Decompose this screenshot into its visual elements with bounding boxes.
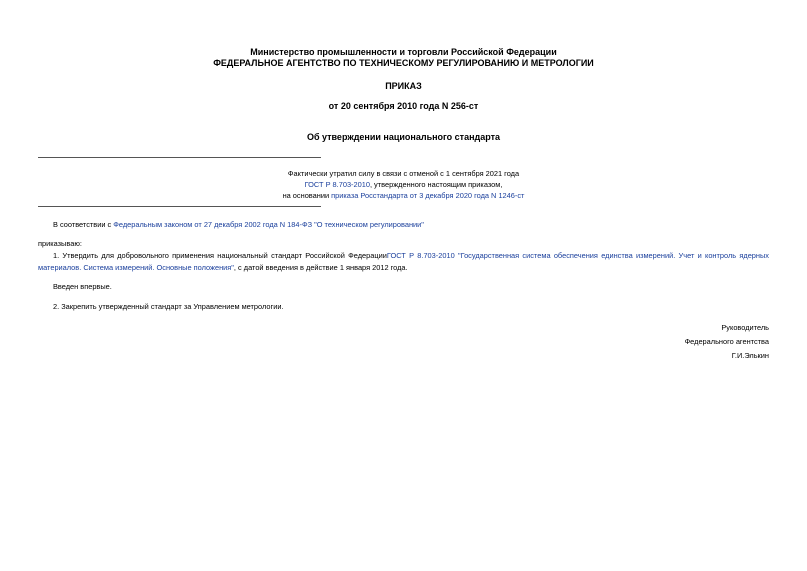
status-note-line2: ГОСТ Р 8.703-2010, утвержденного настоящим приказом, [304,180,503,189]
standard-link-part2[interactable]: материалов. Система измерений. Основные положения" [38,263,234,272]
agency-name: ФЕДЕРАЛЬНОЕ АГЕНТСТВО ПО ТЕХНИЧЕСКОМУ РЕГУЛИРОВАНИЮ И МЕТРОЛОГИИ [213,58,594,68]
standard-link-part1[interactable]: ГОСТ Р 8.703-2010 "Государственная система обеспечения единства измерений. Учет и контроль ядерных [386,251,770,260]
basis-paragraph: В соответствии с Федеральным законом от 27 декабря 2002 года N 184-ФЗ "О техническом регулировании" [53,220,424,229]
signature-name: Г.И.Элькин [731,351,769,360]
signature-position-line2: Федерального агентства [684,337,769,346]
federal-law-link[interactable]: Федеральным законом от 27 декабря 2002 года N 184-ФЗ "О техническом регулировании" [113,220,424,229]
status-note-line3: на основании приказа Росстандарта от 3 декабря 2020 года N 1246-ст [282,191,525,200]
document-date-number: от 20 сентября 2010 года N 256-ст [328,101,479,111]
gost-link[interactable]: ГОСТ Р 8.703-2010 [304,180,370,189]
order-word: приказываю: [38,239,82,248]
item-2-paragraph: 2. Закрепить утвержденный стандарт за Управлением метрологии. [53,302,284,311]
divider-bottom [38,206,321,207]
ministry-name: Министерство промышленности и торговли Российской Федерации [250,47,557,57]
divider-top [38,157,321,158]
introduced-note: Введен впервые. [53,282,112,291]
document-type: ПРИКАЗ [385,81,422,91]
item-1-paragraph: 1. Утвердить для добровольного применения национальный стандарт Российской ФедерацииГОСТ Р 8.703-2010 "Государственная система обеспечения единства измерений. Учет и контроль ядерных материалов. Система измерений. Основные положения", с датой введения в действие 1 января 2012 года. [38,251,770,272]
signature-block [685,321,769,363]
document-subject: Об утверждении национального стандарта [306,132,501,142]
rosstandart-order-link[interactable]: приказа Росстандарта от 3 декабря 2020 года N 1246-ст [331,191,525,200]
signature-position-line1: Руководитель [721,323,769,332]
status-note-line1: Фактически утратил силу в связи с отменой с 1 сентября 2021 года [287,169,520,178]
